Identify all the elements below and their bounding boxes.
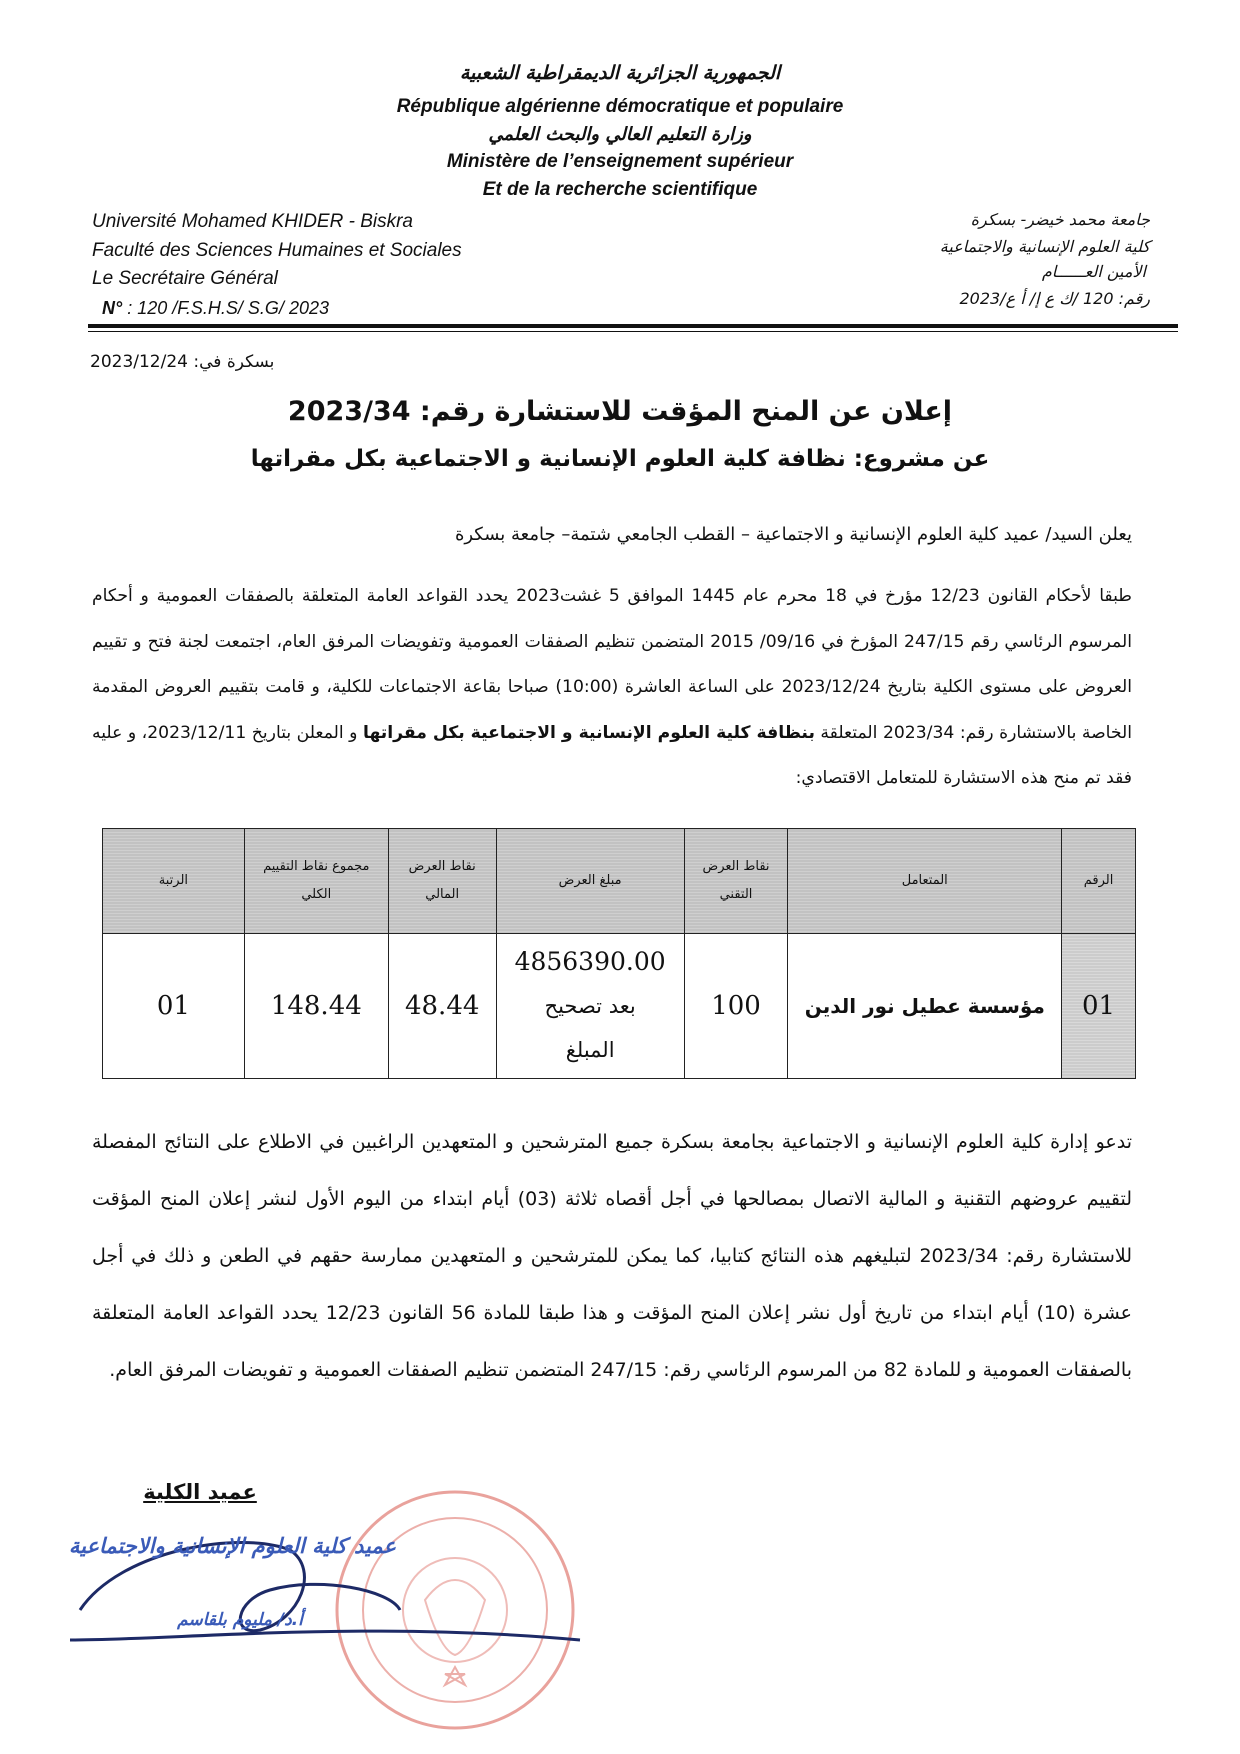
amount-note-1: بعد تصحيح (544, 994, 636, 1018)
header-fr-ministry-1: Ministère de l’enseignement supérieur (446, 151, 794, 172)
amount-note-2: المبلغ (565, 1038, 615, 1062)
university-name-fr: Université Mohamed KHIDER - Biskra (92, 211, 413, 232)
cell-amount (496, 934, 684, 1079)
stamp-name: أ.د/ مليوم بلقاسم (177, 1610, 303, 1630)
university-name-ar: جامعة محمد خيضر- بسكرة (970, 210, 1150, 229)
cell-financial-score: 48.44 (388, 934, 496, 1079)
reference-label-fr: N° (102, 297, 128, 318)
main-paragraph-text-1: طبقا لأحكام القانون 12/23 مؤرخ في 18 محرم عام 1445 الموافق 5 غشت2023 يحدد القواعد العامة المتعلقة بالصفقات العمومية و أحكام المرسوم الرئاسي رقم 247/15 المؤرخ في 09/16/ 2015 المتضمن تنظيم الصفقات العمومية وتفويضات المرفق العام، اجتمعت لجنة فتح و تقييم العروض على مستوى الكلية بتاريخ 2023/12/24 على الساعة العاشرة (10:00) صباحا بقاعة الاجتماعات للكلية، و قامت بتقييم العروض المقدمة الخاصة بالاستشارة رقم: 2023/34 المتعلقة (92, 586, 1133, 743)
cell-rank: 01 (103, 934, 245, 1079)
header-fr-republic: République algérienne démocratique et populaire (396, 96, 844, 117)
header-amount: مبلغ العرض (496, 829, 684, 934)
secretary-title-ar: الأمين العــــــام (1041, 262, 1146, 281)
main-paragraph-bold: بنظافة كلية العلوم الإنسانية و الاجتماعية بكل مقراتها (362, 722, 815, 743)
header-left-block (92, 208, 462, 322)
reference-value-fr: : 120 /F.S.H.S/ S.G/ 2023 (127, 297, 329, 318)
header-ar-republic: الجمهورية الجزائرية الديمقراطية الشعبية (459, 62, 781, 84)
header-ar-ministry: وزارة التعليم العالي والبحث العلمي (488, 124, 752, 145)
header-technical-score: نقاط العرض التقني (684, 829, 788, 934)
cell-operator: مؤسسة عطيل نور الدين (788, 934, 1062, 1079)
table-header-row (103, 829, 1136, 934)
main-paragraph-text-2: و المعلن بتاريخ 2023/12/11، و عليه فقد تم منح هذه الاستشارة للمتعامل الاقتصادي: (92, 722, 1132, 788)
closing-paragraph: تدعو إدارة كلية العلوم الإنسانية و الاجتماعية بجامعة بسكرة جميع المترشحين و المتعهدين الراغبين في الاطلاع على النتائج المفصلة لتقييم عروضهم التقنية و المالية الاتصال بمصالحها في أجل أقصاه ثلاثة (03) أيام ابتداء من اليوم الأول لنشر إعلان المنح المؤقت للاستشارة رقم: 2023/34 لتبليغهم هذه النتائج كتابيا، كما يمكن للمترشحين و المتعهدين ممارسة حقهم في الطعن و ذلك في أجل عشرة (10) أيام ابتداء من تاريخ أول نشر إعلان المنح المؤقت و هذا طبقا للمادة 56 القانون 12/23 يحدد القواعد العامة المتعلقة بالصفقات العمومية و للمادة 82 من المرسوم الرئاسي رقم: 247/15 المتضمن تنظيم الصفقات العمومية و تفويضات المرفق العام. (92, 1131, 1133, 1381)
cell-technical-score: 100 (684, 934, 788, 1079)
secretary-title-fr: Le Secrétaire Général (92, 268, 278, 289)
signature-title: عميد الكلية (143, 1480, 257, 1504)
header-right-block (850, 206, 1150, 312)
header-rank: الرتبة (103, 829, 245, 934)
reference-number-fr (92, 294, 462, 323)
project-title: عن مشروع: نظافة كلية العلوم الإنسانية و الاجتماعية بكل مقراتها (250, 446, 990, 472)
handwritten-signature-icon (60, 1490, 620, 1670)
cell-number: 01 (1062, 934, 1136, 1079)
header-fr-ministry-2: Et de la recherche scientifique (482, 179, 758, 200)
main-paragraph (92, 574, 1132, 802)
intro-line: يعلن السيد/ عميد كلية العلوم الإنسانية و الاجتماعية – القطب الجامعي شتمة– جامعة بسكرة (454, 524, 1132, 545)
header-divider-thin (88, 331, 1178, 332)
header-divider-thick (88, 324, 1178, 328)
header-financial-score: نقاط العرض المالي (388, 829, 496, 934)
announcement-title: إعلان عن المنح المؤقت للاستشارة رقم: 2023/34 (287, 396, 953, 427)
faculty-name-fr: Faculté des Sciences Humaines et Sociales (92, 239, 462, 261)
header-total-score: مجموع نقاط التقييم الكلي (244, 829, 388, 934)
header-number: الرقم (1062, 829, 1136, 934)
faculty-name-ar: كلية العلوم الإنسانية والاجتماعية (939, 237, 1150, 256)
header-operator: المتعامل (788, 829, 1062, 934)
document-date: بسكرة في: 2023/12/24 (90, 352, 275, 372)
results-table (102, 828, 1136, 1079)
amount-value: 4856390.00 (514, 947, 666, 976)
table-row (103, 934, 1136, 1079)
reference-number-ar: رقم: 120 /ك ع إ/ أ ع/2023 (959, 289, 1150, 308)
stamp-title: عميد كلية العلوم الإنسانية والاجتماعية (68, 1534, 396, 1558)
cell-total-score: 148.44 (244, 934, 388, 1079)
